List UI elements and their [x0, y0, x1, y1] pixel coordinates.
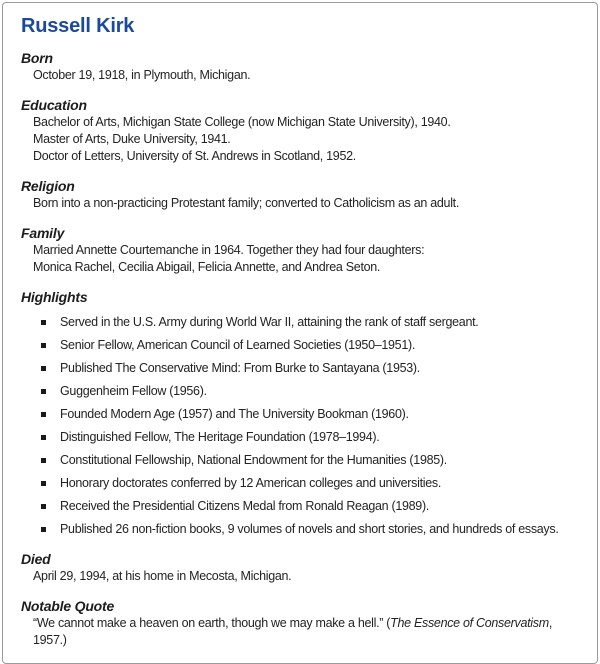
- section-heading-highlights: Highlights: [21, 289, 88, 305]
- bullet-item: [41, 475, 585, 492]
- education-line: Bachelor of Arts, Michigan State College (now Michigan State University), 1940.: [33, 115, 451, 129]
- religion-line: Born into a non-practicing Protestant family; converted to Catholicism as an adult.: [33, 196, 460, 210]
- square-bullet-icon: [41, 458, 46, 463]
- highlights-list: [21, 314, 585, 538]
- bullet-text: Constitutional Fellowship, National Endowment for the Humanities (1985).: [60, 453, 447, 467]
- square-bullet-icon: [41, 412, 46, 417]
- square-bullet-icon: [41, 435, 46, 440]
- bullet-item: [41, 383, 585, 400]
- bullet-text: Guggenheim Fellow (1956).: [60, 384, 207, 398]
- bullet-text: Published The Conservative Mind: From Burke to Santayana (1953).: [60, 361, 420, 375]
- section-heading-born: Born: [21, 50, 53, 66]
- page-title: Russell Kirk: [21, 15, 135, 37]
- bullet-item: [41, 452, 585, 469]
- square-bullet-icon: [41, 504, 46, 509]
- bullet-item: [41, 498, 585, 515]
- bullet-item: [41, 360, 585, 377]
- bullet-text: Served in the U.S. Army during World War II, attaining the rank of staff sergeant.: [60, 315, 479, 329]
- died-line: April 29, 1994, at his home in Mecosta, Michigan.: [33, 569, 292, 583]
- section-died: [21, 551, 585, 585]
- education-line: Master of Arts, Duke University, 1941.: [33, 132, 231, 146]
- section-religion: [21, 178, 585, 212]
- quote-source-year: , 1957.): [33, 616, 552, 647]
- bullet-text: Founded Modern Age (1957) and The University Bookman (1960).: [60, 407, 409, 421]
- section-education: [21, 97, 585, 165]
- section-heading-notable-quote: Notable Quote: [21, 598, 115, 614]
- section-born: [21, 50, 585, 84]
- family-line: Married Annette Courtemanche in 1964. Together they had four daughters:: [33, 243, 425, 257]
- quote-source-title: The Essence of Conservatism: [390, 616, 549, 630]
- bullet-text: Distinguished Fellow, The Heritage Foundation (1978–1994).: [60, 430, 380, 444]
- bullet-item: [41, 337, 585, 354]
- square-bullet-icon: [41, 366, 46, 371]
- section-heading-education: Education: [21, 97, 87, 113]
- section-highlights: [21, 289, 585, 538]
- section-family: [21, 225, 585, 276]
- education-line: Doctor of Letters, University of St. Andrews in Scotland, 1952.: [33, 149, 356, 163]
- square-bullet-icon: [41, 481, 46, 486]
- section-heading-religion: Religion: [21, 178, 75, 194]
- bullet-text: Received the Presidential Citizens Medal from Ronald Reagan (1989).: [60, 499, 429, 513]
- bullet-text: Honorary doctorates conferred by 12 American colleges and universities.: [60, 476, 441, 490]
- quote-text: “We cannot make a heaven on earth, though we may make a hell.” (: [33, 616, 391, 630]
- born-line: October 19, 1918, in Plymouth, Michigan.: [33, 68, 251, 82]
- section-heading-family: Family: [21, 225, 65, 241]
- family-line: Monica Rachel, Cecilia Abigail, Felicia Annette, and Andrea Seton.: [33, 260, 381, 274]
- square-bullet-icon: [41, 343, 46, 348]
- square-bullet-icon: [41, 527, 46, 532]
- bio-fact-sheet: [2, 2, 598, 664]
- bullet-item: [41, 429, 585, 446]
- square-bullet-icon: [41, 320, 46, 325]
- bullet-item: [41, 314, 585, 331]
- bullet-text: Senior Fellow, American Council of Learned Societies (1950–1951).: [60, 338, 416, 352]
- square-bullet-icon: [41, 389, 46, 394]
- quote-line: [33, 615, 585, 649]
- bullet-item: [41, 406, 585, 423]
- section-notable-quote: [21, 598, 585, 649]
- bullet-text: Published 26 non-fiction books, 9 volumes of novels and short stories, and hundreds of essays.: [60, 522, 559, 536]
- section-heading-died: Died: [21, 551, 51, 567]
- bullet-item: [41, 521, 585, 538]
